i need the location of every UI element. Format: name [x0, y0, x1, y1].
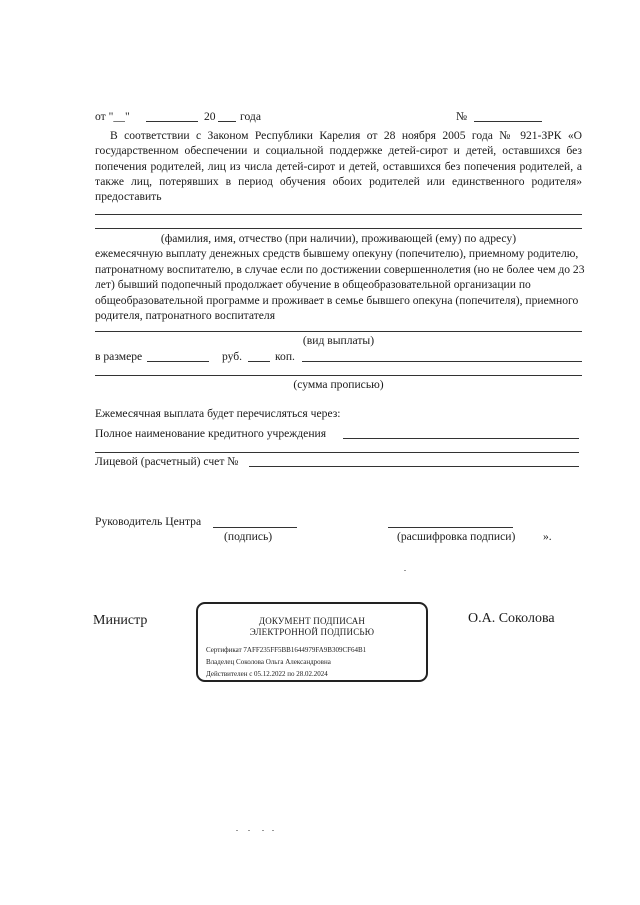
payment-type-caption: (вид выплаты) — [302, 334, 375, 347]
amount-extra-blank — [302, 361, 582, 362]
sign-blank — [213, 527, 297, 528]
year-prefix: 20 — [204, 110, 216, 123]
fio-line-2 — [95, 228, 582, 229]
scan-speck — [236, 830, 238, 831]
decode-blank — [388, 527, 513, 528]
date-line — [95, 109, 130, 124]
from-day: "__" — [108, 110, 130, 123]
amount-label: в размере — [95, 350, 143, 363]
head-label: Руководитель Центра — [95, 515, 202, 528]
amount-rub-blank — [147, 361, 209, 362]
rub-label: руб. — [222, 350, 243, 363]
number-label: № — [456, 110, 468, 123]
amount-kop-blank — [248, 361, 270, 362]
amount-words-line — [95, 375, 582, 376]
e-signature-stamp — [196, 602, 428, 682]
sign-caption: (подпись) — [224, 530, 273, 543]
year-blank — [218, 121, 236, 122]
kop-label: коп. — [275, 350, 295, 363]
stamp-line-1: ДОКУМЕНТ ПОДПИСАН — [258, 616, 366, 626]
scan-speck — [272, 830, 274, 831]
scan-speck — [248, 830, 250, 831]
stamp-valid: Действителен с 05.12.2022 по 28.02.2024 — [206, 670, 328, 678]
stamp-certificate: Сертификат 7AFF235FF5BB1644979FA9B309CF64B1 — [206, 646, 367, 654]
quote-close: ». — [543, 530, 552, 543]
number-blank — [474, 121, 542, 122]
date-month-blank — [146, 121, 198, 122]
year-suffix: года — [240, 110, 261, 123]
scan-speck — [262, 830, 264, 831]
payment-paragraph: ежемесячную выплату денежных средств бывшему опекуну (попечителю), приемному родителю, патронатному воспитателю, в случае если по достижении совершеннолетия (но не более чем до 23 лет) бывший подопечный продолжает обучение в общеобразовательной организации по общеобразовательной программе и проживает в семье бывшего опекуна (попечителя), приемного родителя, патронатного воспитателя — [95, 247, 585, 322]
stamp-line-2: ЭЛЕКТРОННОЙ ПОДПИСЬЮ — [249, 627, 375, 637]
bank-label: Полное наименование кредитного учреждения — [95, 427, 327, 440]
amount-words-caption: (сумма прописью) — [293, 378, 384, 391]
decode-caption: (расшифровка подписи) — [397, 530, 516, 543]
transfer-title: Ежемесячная выплата будет перечисляться через: — [95, 407, 341, 420]
account-blank — [249, 466, 579, 467]
fio-line-1 — [95, 214, 582, 215]
bank-blank-2 — [95, 452, 579, 453]
account-label: Лицевой (расчетный) счет № — [95, 455, 239, 468]
stamp-owner: Владелец Соколова Ольга Александровна — [206, 658, 331, 666]
scan-speck — [404, 570, 406, 571]
minister-name: О.А. Соколова — [468, 611, 555, 626]
intro-paragraph: В соответствии с Законом Республики Карелия от 28 ноября 2005 года № 921-ЗРК «О государственном обеспечении и социальной поддержке детей-сирот и детей, оставшихся без попечения родителей, лиц из числа детей-сирот и детей, оставшихся без попечения родителей, а также лиц, потерявших в период обучения обоих родителей или единственного родителя» предоставить — [95, 129, 582, 204]
payment-type-line — [95, 331, 582, 332]
fio-caption: (фамилия, имя, отчество (при наличии), проживающей (ему) по адресу) — [160, 232, 517, 245]
minister-title: Министр — [93, 613, 148, 628]
bank-blank — [343, 438, 579, 439]
from-label: от — [95, 110, 106, 123]
